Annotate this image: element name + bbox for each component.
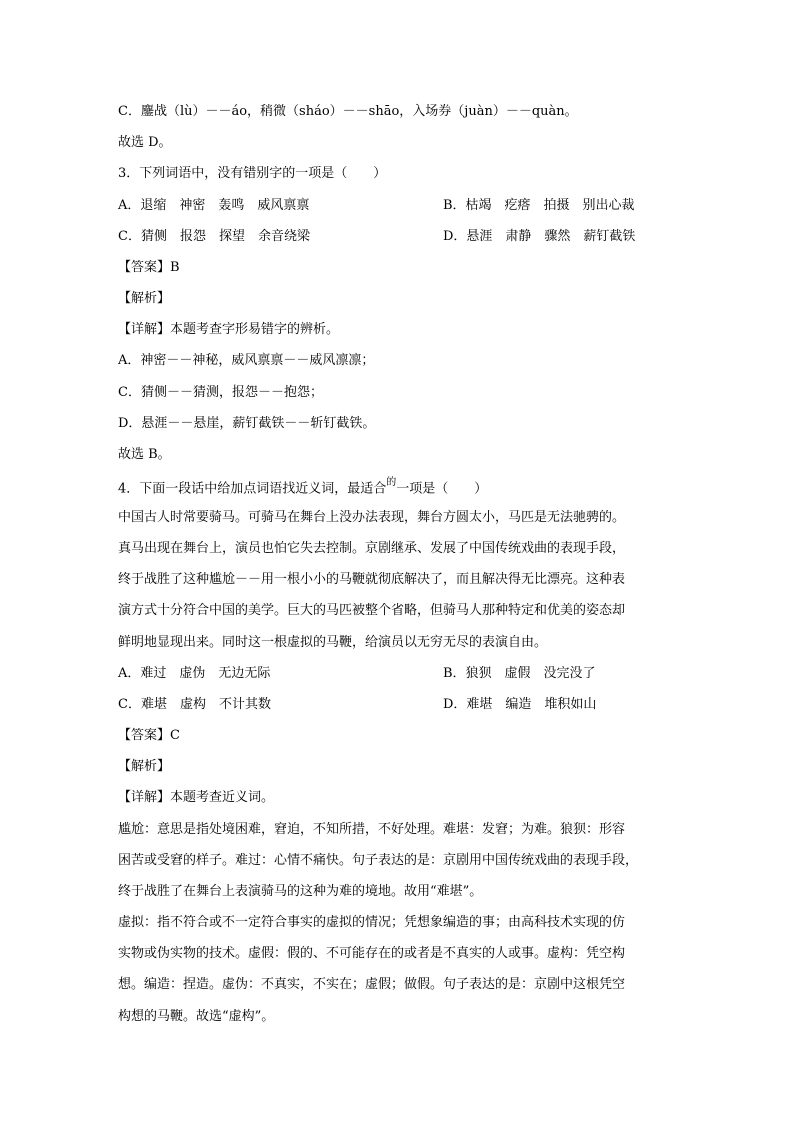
q4-explanation-line: 想。编造：捏造。虚伪：不真实，不实在；虚假；做假。句子表达的是：京剧中这根凭空 (118, 977, 626, 992)
q3-explanation-c: C．猜侧－－猜测，报怨－－抱怨； (118, 385, 323, 400)
q4-option-b: B．狼狈 虚假 没完没了 (443, 666, 596, 681)
q3-explanation-a: A．神密－－神秘，威风禀禀－－威风凛凛； (118, 353, 375, 368)
q4-analysis-heading: 【解析】 (118, 759, 171, 774)
q4-explanation-line: 实物或伪实物的技术。虚假：假的、不可能存在的或者是不真实的人或事。虚构：凭空构 (118, 946, 626, 961)
q3-analysis-heading: 【解析】 (118, 291, 171, 306)
q3-option-a: A．退缩 神密 轰鸣 威风禀禀 (118, 198, 310, 213)
q4-option-d: D．难堪 编造 堆积如山 (443, 697, 597, 712)
q4-option-c: C．难堪 虚构 不计其数 (118, 697, 271, 712)
q2-option-c-explanation: C．鏖战（lù）－－áo，稍微（sháo）－－shāo，入场券（juàn）－－quàn。 (118, 104, 578, 119)
q4-answer: 【答案】C (118, 728, 180, 743)
q4-explanation-line: 尴尬：意思是指处境困难，窘迫，不知所措，不好处理。难堪：发窘；为难。狼狈：形容 (118, 822, 626, 837)
q3-option-d: D．悬涯 肃静 骤然 薪钉截铁 (443, 229, 636, 244)
q3-option-c: C．猜侧 报怨 探望 余音绕梁 (118, 229, 310, 244)
q4-passage-line: 真马出现在舞台上，演员也怕它失去控制。京剧继承、发展了中国传统戏曲的表现手段， (118, 541, 626, 556)
q3-conclusion: 故选 B。 (118, 447, 171, 462)
q4-stem-tail: 一项是（ ） (396, 481, 488, 497)
q4-passage-line: 终于战胜了这种尴尬－－用一根小小的马鞭就彻底解决了，而且解决得无比漂亮。这种表 (118, 572, 626, 587)
q4-explanation-line: 构想的马鞭。故选“虚构”。 (118, 1009, 275, 1024)
q3-answer: 【答案】B (118, 260, 180, 275)
q4-option-a: A．难过 虚伪 无边无际 (118, 666, 271, 681)
q4-stem-text: 4．下面一段话中给加点词语找近义词，最适合 (118, 481, 387, 497)
q4-explanation-line: 终于战胜了在舞台上表演骑马的这种为难的境地。故用“难堪”。 (118, 884, 483, 899)
q4-explanation-line: 困苦或受窘的样子。难过：心情不痛快。句子表达的是：京剧用中国传统戏曲的表现手段， (118, 853, 639, 868)
q4-passage-line: 中国古人时常要骑马。可骑马在舞台上没办法表现，舞台方圆太小，马匹是无法驰骋的。 (118, 510, 626, 525)
q4-stem (118, 477, 488, 497)
q3-stem: 3．下列词语中，没有错别字的一项是（ ） (118, 166, 387, 181)
q3-option-b: B．枯竭 疙瘩 拍摄 别出心裁 (443, 198, 635, 213)
q3-detail-heading: 【详解】本题考查字形易错字的辨析。 (118, 322, 340, 337)
q4-passage-line: 鲜明地显现出来。同时这一根虚拟的马鞭，给演员以无穷无尽的表演自由。 (118, 635, 548, 650)
q3-explanation-d: D．悬涯－－悬崖，薪钉截铁－－斩钉截铁。 (118, 416, 376, 431)
q2-conclusion: 故选 D。 (118, 135, 172, 150)
q4-passage-line: 演方式十分符合中国的美学。巨大的马匹被整个省略，但骑马人那种特定和优美的姿态却 (118, 603, 626, 618)
q4-detail-heading: 【详解】本题考查近义词。 (118, 790, 275, 805)
q4-stem-superscript: 的 (386, 477, 397, 488)
q4-explanation-line: 虚拟：指不符合或不一定符合事实的虚拟的情况；凭想象编造的事；由高科技术实现的仿 (118, 915, 626, 930)
